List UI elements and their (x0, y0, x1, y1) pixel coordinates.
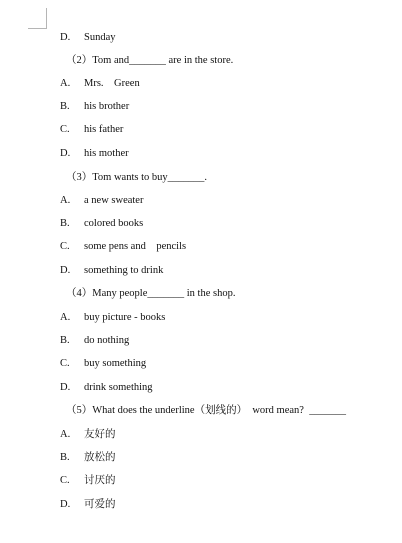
option-text: some pens and pencils (84, 241, 187, 252)
option-letter: D. (60, 148, 71, 159)
option-text: something to drink (84, 265, 164, 276)
option-letter: B. (60, 335, 70, 346)
option-text: Sunday (84, 32, 116, 43)
option-text: colored books (84, 218, 144, 229)
option-letter: D. (60, 499, 71, 510)
option-text: 友好的 (84, 429, 116, 440)
option-text: 讨厌的 (84, 475, 116, 486)
option-letter: A. (60, 195, 71, 206)
option-text: 可爱的 (84, 499, 116, 510)
option-letter: C. (60, 124, 70, 135)
question-text: （4）Many people_______ in the shop. (66, 288, 236, 299)
option-text: drink something (84, 382, 153, 393)
page-corner-mark (28, 8, 47, 29)
option-letter: B. (60, 218, 70, 229)
option-text: his father (84, 124, 124, 135)
option-letter: B. (60, 101, 70, 112)
option-text: Mrs. Green (84, 78, 140, 89)
option-text: buy something (84, 358, 147, 369)
option-letter: A. (60, 78, 71, 89)
question-text: （3）Tom wants to buy_______. (66, 172, 208, 183)
option-text: a new sweater (84, 195, 144, 206)
question-text: （5）What does the underline（划线的） word mean? _______ (66, 405, 346, 416)
option-letter: C. (60, 241, 70, 252)
option-letter: D. (60, 382, 71, 393)
question-text: （2）Tom and_______ are in the store. (66, 55, 234, 66)
option-letter: C. (60, 475, 70, 486)
option-letter: B. (60, 452, 70, 463)
option-letter: A. (60, 312, 71, 323)
option-text: do nothing (84, 335, 130, 346)
option-letter: A. (60, 429, 71, 440)
option-letter: C. (60, 358, 70, 369)
option-text: his mother (84, 148, 129, 159)
option-text: 放松的 (84, 452, 116, 463)
option-letter: D. (60, 32, 71, 43)
option-text: his brother (84, 101, 130, 112)
option-letter: D. (60, 265, 71, 276)
option-text: buy picture - books (84, 312, 166, 323)
